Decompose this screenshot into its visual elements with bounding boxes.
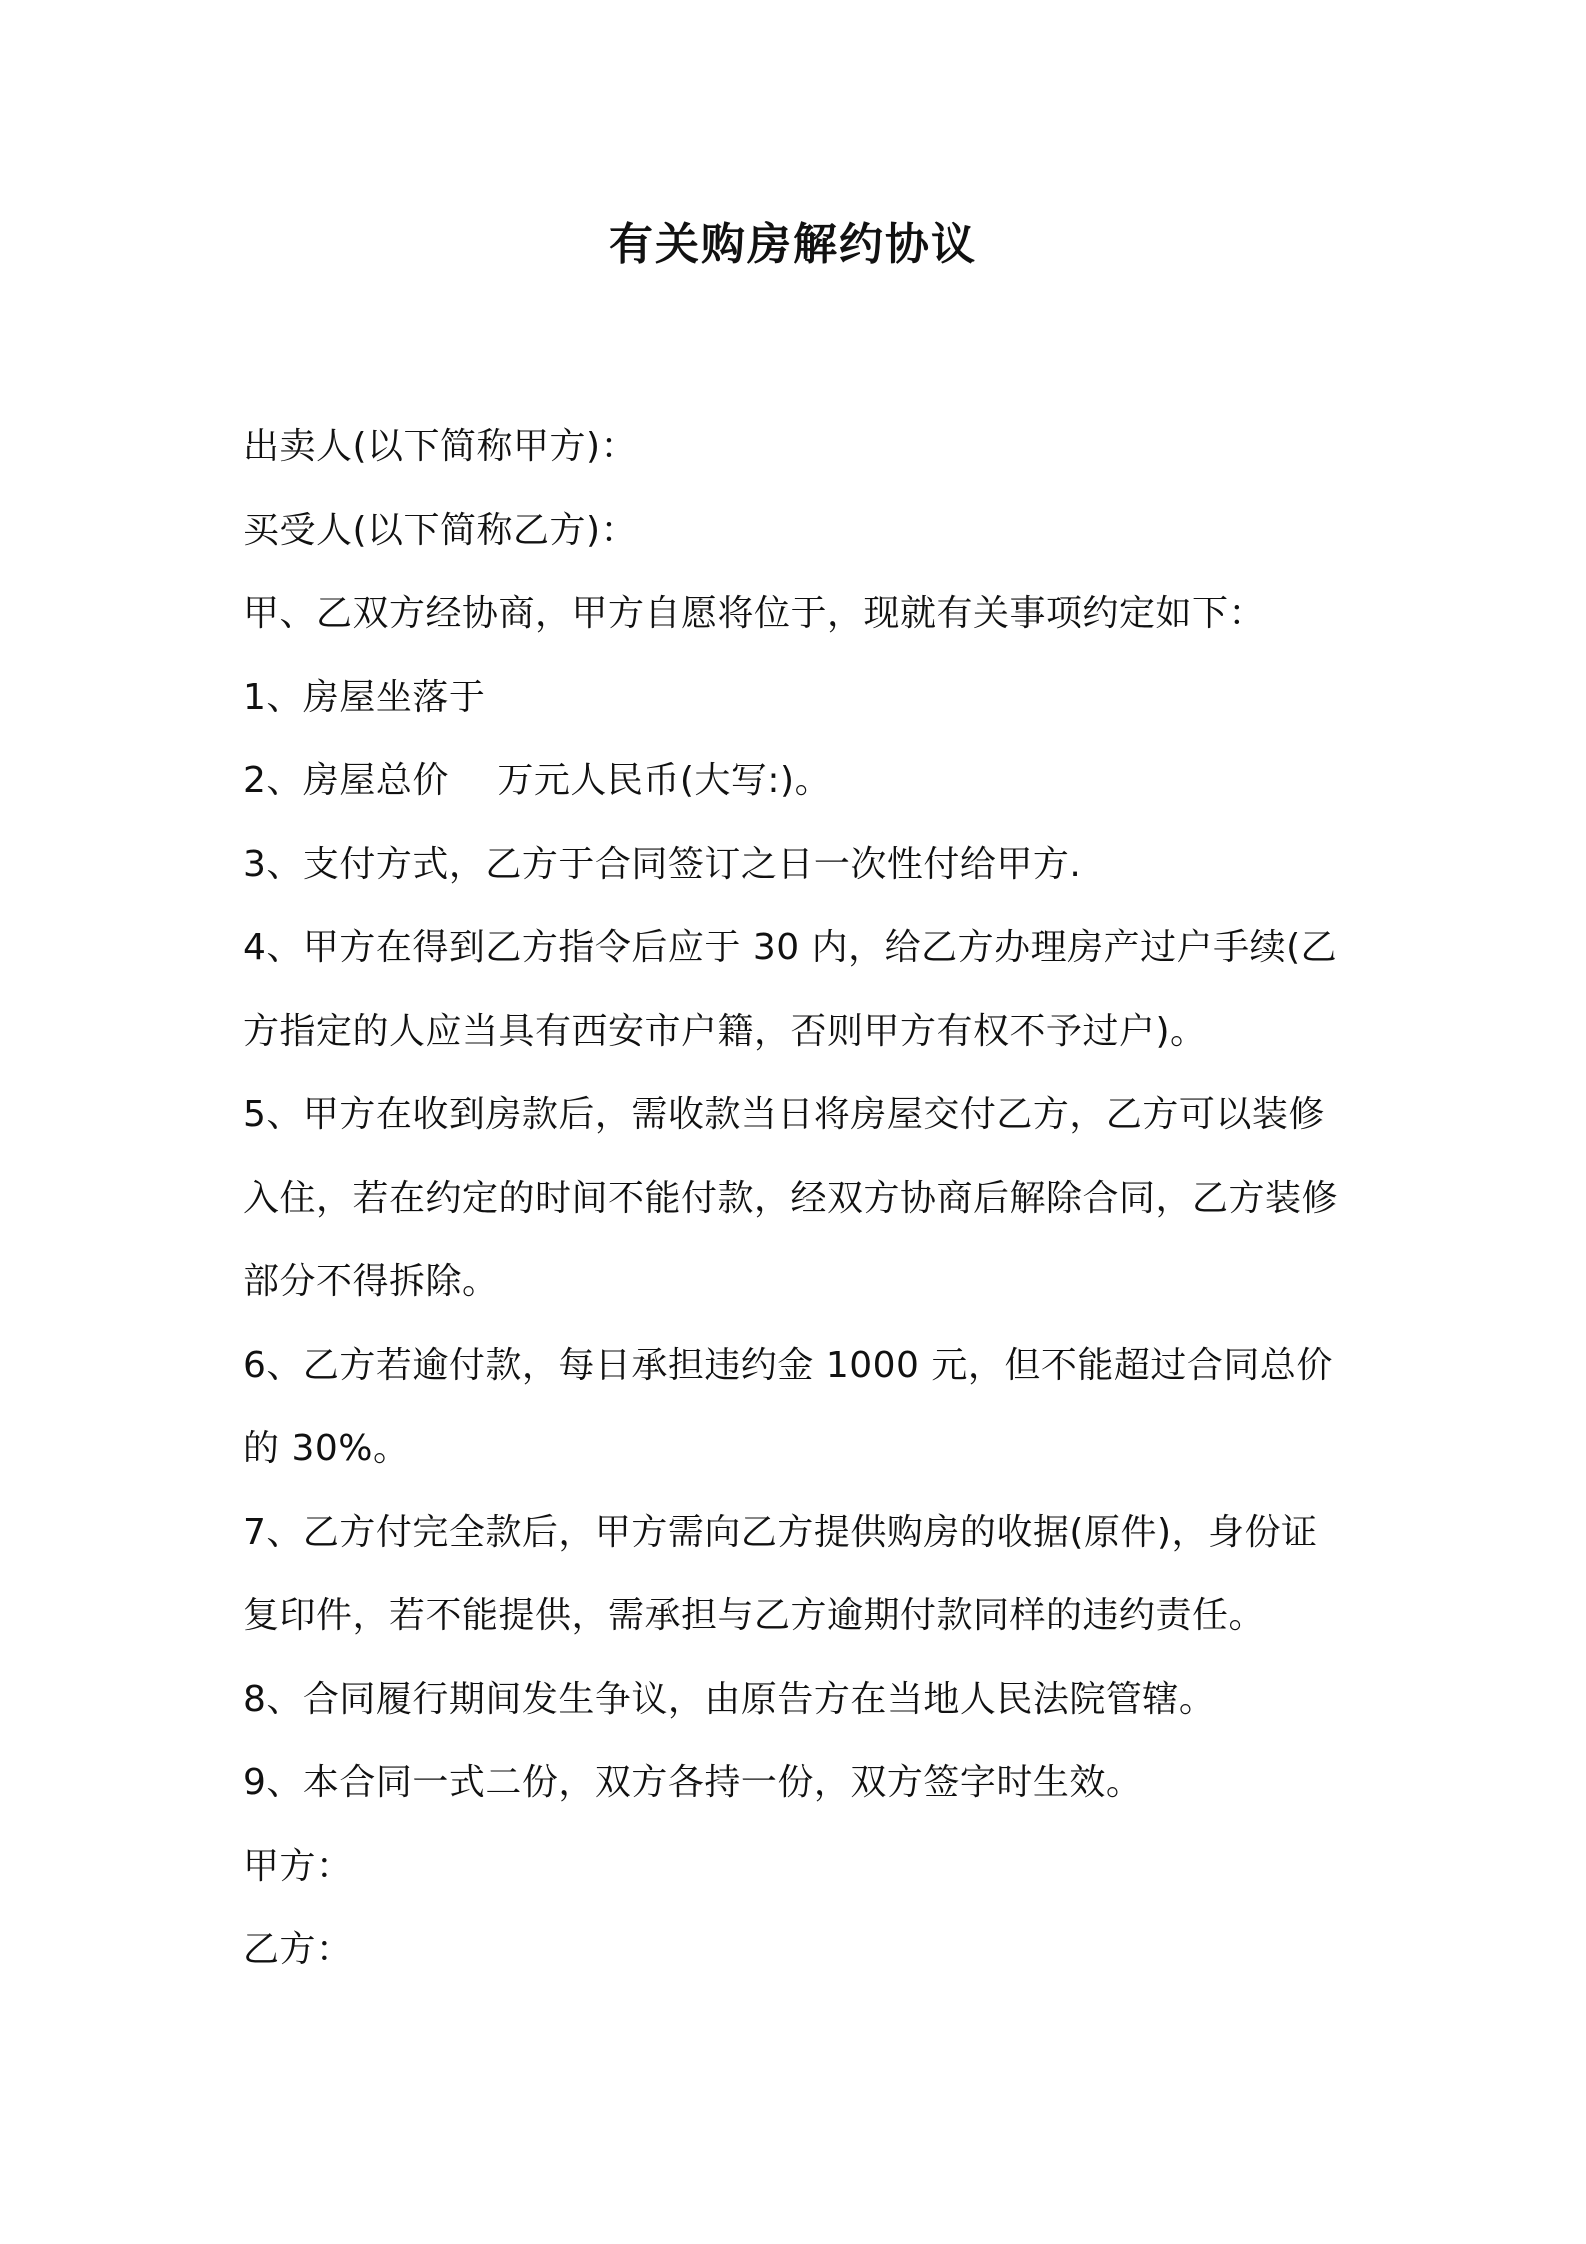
clause-5-line-1: 5、甲方在收到房款后，需收款当日将房屋交付乙方，乙方可以装修 (243, 1094, 1325, 1135)
clause-6 (243, 1324, 1365, 1491)
clause-5-line-2: 入住，若在约定的时间不能付款，经双方协商后解除合同，乙方装修 (243, 1177, 1339, 1219)
clause-5 (243, 1073, 1365, 1324)
clause-7-line-1: 7、乙方付完全款后，甲方需向乙方提供购房的收据(原件)，身份证 (243, 1511, 1318, 1553)
clause-4-line-2: 方指定的人应当具有西安市户籍，否则甲方有权不予过户)。 (243, 1010, 1207, 1052)
clause-3: 3、支付方式，乙方于合同签订之日一次性付给甲方. (243, 843, 1082, 885)
clause-9: 9、本合同一式二份，双方各持一份，双方签字时生效。 (243, 1762, 1143, 1803)
clause-6-line-2: 的 30%。 (243, 1428, 410, 1469)
party-a-signature-label: 甲方： (243, 1845, 353, 1887)
seller-line: 出卖人(以下简称甲方)： (243, 426, 638, 467)
clause-1: 1、房屋坐落于 (243, 676, 486, 718)
clause-8: 8、合同履行期间发生争议，由原告方在当地人民法院管辖。 (243, 1678, 1216, 1720)
clause-7-line-2: 复印件，若不能提供，需承担与乙方逾期付款同样的违约责任。 (243, 1595, 1266, 1636)
clause-4-line-1: 4、甲方在得到乙方指令后应于 30 内，给乙方办理房产过户手续(乙 (243, 927, 1338, 968)
buyer-line: 买受人(以下简称乙方)： (243, 509, 638, 551)
clause-6-line-1: 6、乙方若逾付款，每日承担违约金 1000 元，但不能超过合同总价 (243, 1344, 1333, 1386)
clause-2: 2、房屋总价 万元人民币(大写:)。 (243, 760, 832, 801)
clause-5-line-3: 部分不得拆除。 (243, 1261, 499, 1302)
party-b-signature-label: 乙方： (243, 1929, 353, 1970)
intro-line: 甲、乙双方经协商，甲方自愿将位于，现就有关事项约定如下： (243, 593, 1266, 634)
clause-7 (243, 1491, 1365, 1658)
document-title: 有关购房解约协议 (609, 219, 977, 270)
document-body (243, 405, 1365, 1992)
clause-4 (243, 906, 1365, 1073)
